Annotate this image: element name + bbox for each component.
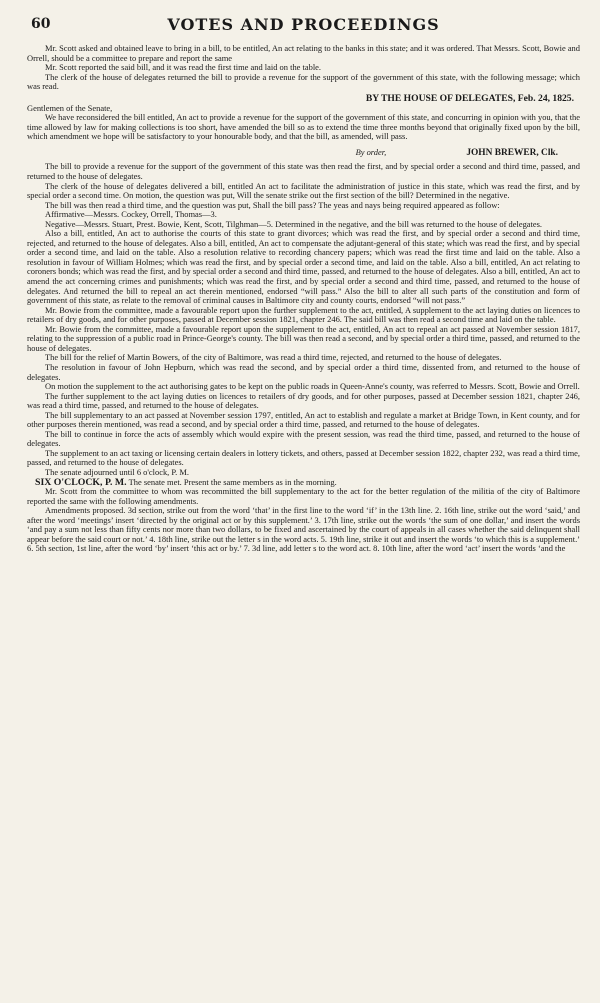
paragraph: Also a bill, entitled, An act to authorise the courts of this state to grant divorces; which was read the first, and by special order a second and third time, rejected, and returned to the house of delegates. Also a bill, entitled, An act to compensate the adjutant-general of this state; which was read the first, and by special order a second time, and laid on the table. Also a resolution relative to recording chancery papers; which was read the first time and laid on the table. Also a resolution in favour of William Holmes; which was read the first, and by special order a second time, and laid on the table. Also a bill, entitled, An act relating to coroners bonds; which was read the first, and by special order a second and third time, passed, and returned to the house of delegates. Also a bill, entitled, An act to amend the act concerning crimes and punishments; which was read the first, and by special order a second and third time, passed, and returned to the house of delegates. And returned the bill to repeal an act therein mentioned, endorsed “will pass.” Also the bill to alter all such parts of the constitution and form of government of this state, as relate to the removal of criminal causes in Baltimore city and county courts, endorsed “will not pass.” [27, 228, 580, 306]
paragraph: Negative—Messrs. Stuart, Prest. Bowie, Kent, Scott, Tilghman—5. Determined in the negative, and the bill was returned to the house of delegates. [45, 218, 543, 229]
paragraph: Affirmative—Messrs. Cockey, Orrell, Thomas—3. [45, 209, 217, 220]
paragraph: The clerk of the house of delegates delivered a bill, entitled An act to facilitate the administration of justice in this state, which was read the first, and by special order a second time. On motion, the question was put, Will the senate strike out the first section of the bill? Determined in the negative. [27, 180, 580, 201]
paragraph: We have reconsidered the bill entitled, An act to provide a revenue for the support of the government of this state, and concurring in opinion with you, that the time allowed by law for making collections is too short, have amended the bill so as to extend the time three months beyond that originally fixed upon by the bill, which amendment we hope will be satisfactory to your honourable body, and that the bill, as amended, will pass. [27, 112, 580, 142]
paragraph: The supplement to an act taxing or licensing certain dealers in lottery tickets, and others, passed at December session 1822, chapter 232, was read a third time, passed, and returned to the house of delegates. [27, 447, 580, 468]
paragraph: The bill was then read a third time, and the question was put, Shall the bill pass? The yeas and nays being required appeared as follow: [45, 199, 500, 210]
paragraph: The bill supplementary to an act passed at November session 1797, entitled, An act to establish and regulate a market at Bridge Town, in Kent county, and for other purposes therein mentioned, was read a second, and by special order a third time, passed, and returned to the house of delegates. [27, 409, 580, 430]
body-text [27, 44, 580, 554]
signature-name: JOHN BREWER, Clk. [466, 147, 558, 158]
paragraph: On motion the supplement to the act authorising gates to be kept on the public roads in Queen-Anne's county, was referred to Messrs. Scott, Bowie and Orrell. [45, 381, 580, 392]
running-head: VOTES AND PROCEEDINGS [167, 15, 440, 34]
paragraph: Mr. Scott reported the said bill, and it was read the first time and laid on the table. [45, 62, 322, 73]
message-heading: BY THE HOUSE OF DELEGATES, Feb. 24, 1825. [365, 92, 574, 104]
paragraph: The bill for the relief of Martin Bowers, of the city of Baltimore, was read a third time, rejected, and returned to the house of delegates. [45, 352, 502, 363]
paragraph: The further supplement to the act laying duties on licences to retailers of dry goods, and for other purposes, passed at December session 1821, chapter 246, was read a third time, passed, and returned to the house of delegates. [27, 390, 580, 411]
paragraph: The clerk of the house of delegates returned the bill to provide a revenue for the support of the government of this state, with the following message; which was read. [27, 71, 580, 92]
paragraph: Mr. Scott asked and obtained leave to bring in a bill, to be entitled, An act relating to the banks in this state; and it was ordered. That Messrs. Scott, Bowie and Orrell, should be a committee to prepare and report the same [27, 43, 580, 63]
paragraph: The resolution in favour of John Hepburn, which was read the second, and by special order a third time, dissented from, and returned to the house of delegates. [27, 361, 580, 382]
session-title: SIX O'CLOCK, P. M. [35, 476, 127, 488]
salutation: Gentlemen of the Senate, [27, 102, 113, 113]
page-header [27, 14, 580, 36]
signature-by-order: By order, [355, 146, 387, 157]
paragraph: Mr. Scott from the committee to whom was recommitted the bill supplementary to the act for the better regulation of the militia of the city of Baltimore reported the same with the following amendments. [27, 486, 580, 506]
page-number: 60 [31, 16, 51, 32]
paragraph: Amendments proposed. 3d section, strike out from the word ‘that’ in the first line to the word ‘if’ in the 13th line. 2. 16th line, strike out the word ‘said,’ and after the word ‘meetings’ insert ‘directed by the original act or by this supplement.’ 3. 17th line, strike out the words ‘the sum of one dollar,’ and insert the words ‘and pay a sum not less than fifty cents nor more than two dollars, to be fixed and ascertained by the court of appeals in all cases whether the said delinquent shall appear before the said court or not.’ 4. 18th line, strike out the letter s in the word acts. 5. 19th line, strike it out and insert the words ‘to which this is a supplement.’ 6. 5th section, 1st line, after the word ‘by’ insert ‘this act or by.’ 7. 3d line, add letter s to the word act. 8. 10th line, after the word ‘act’ insert the words ‘and the [27, 505, 580, 554]
paragraph: Mr. Bowie from the committee, made a favourable report upon the further supplement to the act, entitled, A supplement to the act laying duties on licences to retailers of dry goods, and for other purposes, passed at December session 1821, chapter 246. The said bill was then read a second time and laid on the table. [27, 304, 580, 325]
session-text: The senate met. Present the same members as in the morning. [128, 476, 337, 487]
paragraph: Mr. Bowie from the committee, made a favourable report upon the supplement to the act, entitled, An act to repeal an act passed at November session 1817, relating to the suppression of a public road in Prince-George's county. The bill was then read a second, and by special order a third time, passed, and returned to the house of delegates. [27, 323, 580, 353]
paragraph: The bill to continue in force the acts of assembly which would expire with the present session, was read the third time, passed, and returned to the house of delegates. [27, 428, 580, 449]
paragraph: The bill to provide a revenue for the support of the government of this state was then read the first, and by special order a second and third time, passed, and returned to the house of delegates. [27, 161, 580, 182]
signature [27, 148, 558, 159]
paragraph: The senate adjourned until 6 o'clock, P. M. [45, 466, 189, 477]
